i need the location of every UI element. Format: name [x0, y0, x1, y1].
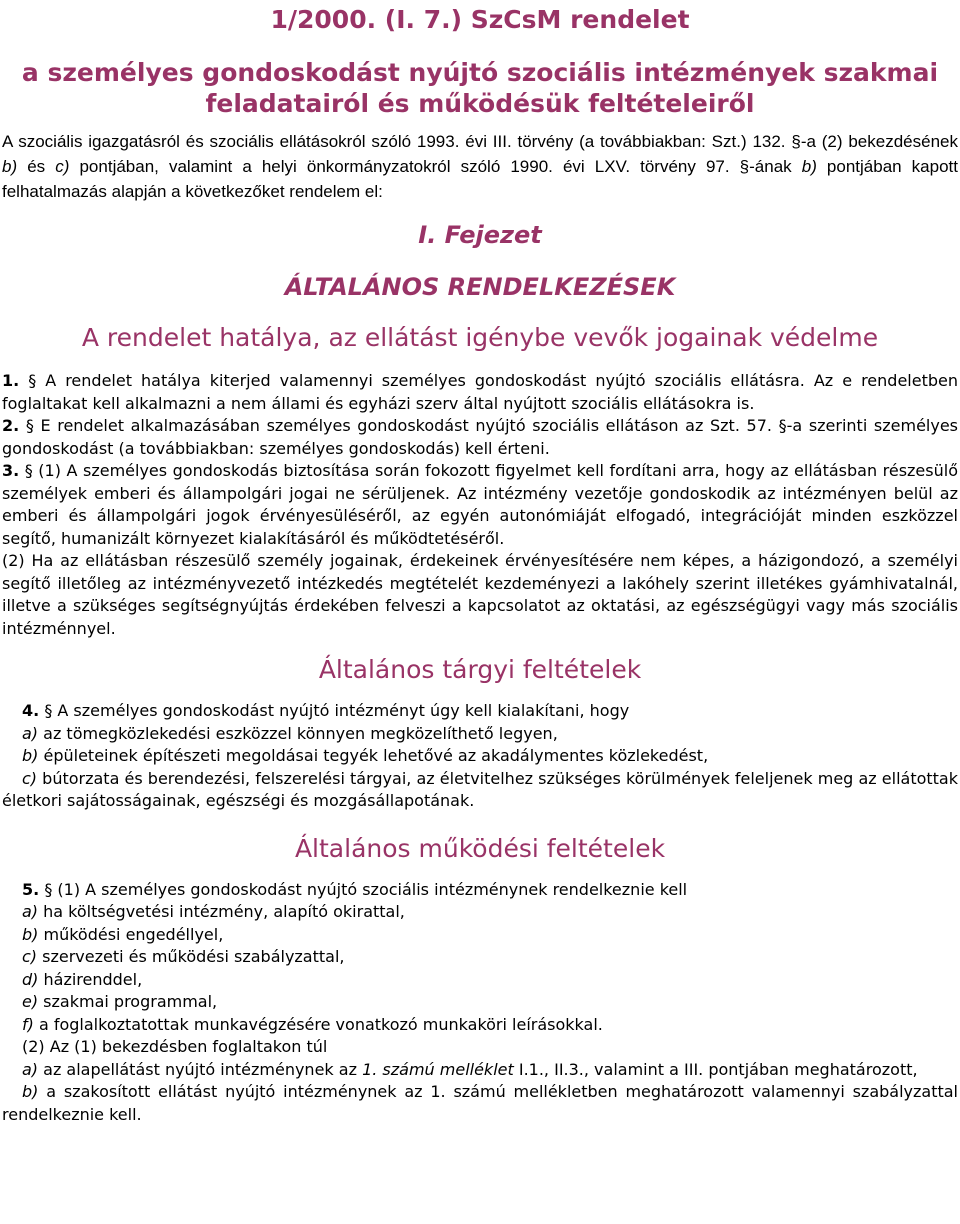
preamble-text: pontjában kapott felhatalmazás alapján a következőket rendelem el:: [2, 157, 958, 201]
paragraph-5-2: (2) Az (1) bekezdésben foglaltakon túl: [22, 1037, 328, 1056]
item-text: szakmai programmal,: [38, 992, 218, 1011]
list-item: [2, 768, 958, 813]
item-text: házirenddel,: [38, 969, 143, 989]
section-symbol: §: [791, 132, 801, 151]
document-title: 1/2000. (I. 7.) SzCsM rendelet: [270, 5, 690, 34]
preamble-text: -a (2) bekezdésének: [800, 132, 958, 151]
paragraph-text: (1) A személyes gondoskodást nyújtó szociális intézménynek rendelkeznie kell: [52, 879, 688, 899]
section-4-item-c: [2, 768, 958, 813]
chapter-number: I. Fejezet: [418, 221, 542, 249]
preamble: [2, 129, 958, 204]
list-item: [22, 969, 958, 992]
paragraph-text: -a szerinti személyes gondoskodást (a továbbiakban: személyes gondoskodás) kell érteni.: [2, 416, 959, 458]
paragraph-number: 3.: [2, 461, 20, 480]
item-mark: a): [22, 902, 39, 921]
list-item: [22, 745, 958, 768]
item-text: a szakosított ellátást nyújtó intézménynek az 1. számú mellékletben meghatározott valamennyi szabályzattal rendelkeznie kell.: [2, 1082, 958, 1124]
item-text: működési engedéllyel,: [38, 924, 224, 944]
item-mark: c): [22, 768, 38, 788]
annex-ref: 1. számú melléklet: [362, 1059, 514, 1079]
paragraph-number: 5.: [22, 879, 40, 899]
document-page: [0, 5, 960, 1126]
point-ref: c): [55, 157, 70, 176]
section-1-block: [2, 370, 958, 640]
paragraph-text: E rendelet alkalmazásában személyes gondoskodást nyújtó szociális ellátáson az Szt. 57.: [33, 416, 779, 435]
section-symbol: §: [25, 416, 34, 435]
item-text: I.1., II.3., valamint a III. pontjában meghatározott,: [513, 1059, 918, 1079]
paragraph-3-2: (2) Ha az ellátásban részesülő személy jogainak, érdekeinek érvényesítésére nem képes, a házigondozó, a személyi segítő illetőleg az intézményvezető intézkedés megtételét kezdeményezi a lakóhely szerint illetékes gyámhivatalnál, illetve a szükséges segítségnyújtás érdekében felveszi a kapcsolatot az oktatási, az egészségügyi vagy más szociális intézménnyel.: [2, 551, 958, 638]
paragraph-number: 1.: [2, 371, 20, 390]
item-mark: e): [22, 992, 39, 1011]
item-mark: b): [22, 746, 39, 765]
paragraph-1: [2, 370, 958, 415]
preamble-text: -ának: [749, 157, 802, 176]
list-item: [2, 1059, 958, 1082]
list-item: [22, 723, 958, 746]
preamble-text: pontjában, valamint a helyi önkormányzatokról szóló 1990. évi LXV. törvény 97.: [69, 157, 740, 176]
section-symbol: §: [778, 416, 787, 435]
paragraph-number: 4.: [22, 701, 40, 720]
paragraph-text: (1) A személyes gondoskodás biztosítása során fokozott figyelmet kell fordítani arra, hogy az ellátásban részesülő személyek emberi és állampolgári jogai ne sérüljenek. Az intézmény vezetője gondoskodik az intézményen belül az emberi és állampolgári jogok érvényesüléséről, az egyén autonómiáját elfogadó, integrációját minden eszközzel segítő, humanizált környezet kialakításáról és működtetéséről.: [2, 461, 958, 548]
section-heading-physical: Általános tárgyi feltételek: [318, 655, 642, 684]
paragraph-3: [2, 460, 958, 550]
preamble-text: A szociális igazgatásról és szociális ellátásokról szóló 1993. évi III. törvény (a továbbiakban: Szt.) 132.: [2, 132, 792, 151]
chapter-title: ÁLTALÁNOS RENDELKEZÉSEK: [284, 273, 676, 301]
list-item: [22, 1014, 958, 1037]
section-symbol: §: [44, 701, 53, 720]
item-mark: d): [22, 969, 39, 989]
list-item: [22, 991, 958, 1014]
section-5-block: [2, 879, 958, 1127]
item-text: épületeinek építészeti megoldásai tegyék lehetővé az akadálymentes közlekedést,: [38, 746, 709, 765]
item-mark: a): [22, 723, 39, 743]
section-4-block: [2, 700, 958, 768]
point-ref: b): [801, 157, 817, 176]
section-5-list: [2, 879, 958, 1059]
item-text: az alapellátást nyújtó intézménynek az: [38, 1059, 363, 1079]
preamble-text: és: [17, 157, 56, 176]
item-text: ha költségvetési intézmény, alapító okirattal,: [38, 902, 405, 921]
paragraph-2: [2, 415, 958, 460]
paragraph-text: A rendelet hatálya kiterjed valamennyi személyes gondoskodást nyújtó szociális ellátásra. Az e rendeletben foglaltakat kell alkalmazni a nem állami és egyházi szerv által nyújtott szociális ellátásokra is.: [2, 371, 958, 413]
section-symbol: §: [44, 879, 53, 899]
section-heading-scope: A rendelet hatálya, az ellátást igénybe vevők jogainak védelme: [81, 323, 879, 352]
item-mark: c): [22, 947, 38, 966]
section-symbol: §: [28, 371, 37, 390]
list-item: [22, 946, 958, 969]
list-item: [22, 901, 958, 924]
paragraph-text: A személyes gondoskodást nyújtó intézményt úgy kell kialakítani, hogy: [52, 701, 630, 720]
section-heading-operational: Általános működési feltételek: [294, 833, 666, 863]
point-ref: b): [2, 157, 18, 176]
item-mark: f): [22, 1014, 34, 1034]
list-item: [22, 924, 958, 947]
document-subtitle: a személyes gondoskodást nyújtó szociális intézmények szakmai feladatairól és működésük feltételeiről: [21, 58, 939, 118]
item-mark: b): [22, 1082, 39, 1101]
item-mark: a): [22, 1059, 39, 1079]
paragraph-number: 2.: [2, 416, 20, 435]
paragraph-5: [22, 879, 958, 902]
item-text: bútorzata és berendezési, felszerelési tárgyai, az életvitelhez szükséges körülmények feleljenek meg az ellátottak életkori sajátosságainak, egészségi és mozgásállapotának.: [2, 768, 958, 810]
item-text: szervezeti és működési szabályzattal,: [37, 947, 345, 966]
item-text: az tömegközlekedési eszközzel könnyen megközelíthető legyen,: [38, 723, 558, 743]
list-item: [2, 1081, 958, 1126]
item-text: a foglalkoztatottak munkavégzésére vonatkozó munkaköri leírásokkal.: [33, 1014, 603, 1034]
item-mark: b): [22, 924, 39, 944]
section-symbol: §: [24, 461, 33, 480]
paragraph-4: [22, 700, 958, 723]
section-symbol: §: [739, 157, 750, 176]
